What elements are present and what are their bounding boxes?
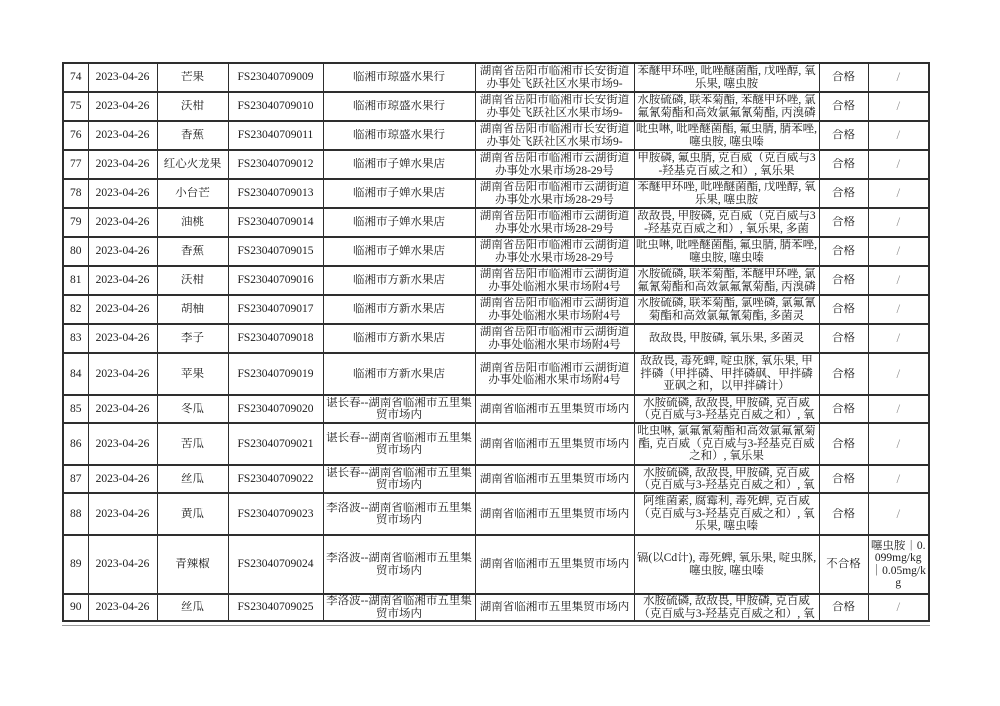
table-row [63, 423, 929, 465]
product-name-cell: 冬瓜 [181, 402, 204, 415]
sample-date-cell: 2023-04-26 [95, 558, 150, 571]
table-row [63, 121, 929, 150]
row-number-cell: 88 [70, 507, 82, 520]
product-name-cell: 黄瓜 [181, 507, 204, 520]
test-items-cell: 水胺硫磷, 敌敌畏, 甲胺磷, 克百威（克百威与3-羟基克百威之和）, 氧 [638, 396, 815, 421]
test-items-cell: 苯醚甲环唑, 吡唑醚菌酯, 戊唑醇, 氧乐果, 噻虫胺 [637, 181, 816, 206]
row-number-cell: 84 [70, 367, 82, 380]
sample-date-cell: 2023-04-26 [95, 245, 150, 258]
product-name-cell: 苦瓜 [181, 437, 204, 450]
limit-info-cell: / [896, 332, 901, 345]
sample-date-cell: 2023-04-26 [95, 71, 150, 84]
product-name-cell: 红心火龙果 [163, 158, 222, 171]
vendor-cell: 临湘市子婵水果店 [353, 216, 445, 229]
vendor-cell: 李洛波--湖南省临湘市五里集贸市场内 [326, 595, 472, 620]
table-row [63, 92, 929, 121]
row-number-cell: 85 [70, 402, 82, 415]
test-items-cell: 甲胺磷, 氟虫腈, 克百威（克百威与3-羟基克百威之和）, 氧乐果 [637, 152, 816, 177]
product-name-cell: 油桃 [181, 216, 204, 229]
result-cell: 合格 [832, 187, 855, 200]
row-number-cell: 81 [70, 274, 82, 287]
test-items-cell: 敌敌畏, 毒死蜱, 啶虫脒, 氧乐果, 甲拌磷（甲拌磷、甲拌磷砜、甲拌磷亚砜之和，以甲拌磷计） [640, 355, 813, 393]
vendor-cell: 临湘市方新水果店 [353, 303, 445, 316]
limit-info-cell: / [896, 158, 901, 171]
table-row [63, 266, 929, 295]
result-cell: 合格 [832, 472, 855, 485]
market-address-cell: 湖南省岳阳市临湘市长安街道办事处飞跃社区水果市场9- [479, 123, 630, 148]
product-name-cell: 小台芒 [175, 187, 210, 200]
test-items-cell: 敌敌畏, 甲胺磷, 氧乐果, 多菌灵 [648, 332, 805, 345]
market-address-cell: 湖南省临湘市五里集贸市场内 [479, 472, 630, 485]
product-name-cell: 香蕉 [181, 129, 204, 142]
test-items-cell: 水胺硫磷, 联苯菊酯, 氯唑磷, 氯氟氰菊酯和高效氯氟氰菊酯, 多菌灵 [637, 297, 816, 322]
limit-info-cell: / [896, 274, 901, 287]
result-cell: 合格 [832, 601, 855, 614]
sample-date-cell: 2023-04-26 [95, 472, 150, 485]
market-address-cell: 湖南省临湘市五里集贸市场内 [479, 437, 630, 450]
vendor-cell: 临湘市方新水果店 [353, 367, 445, 380]
sample-date-cell: 2023-04-26 [95, 158, 150, 171]
result-cell: 合格 [832, 274, 855, 287]
inspection-results-table [62, 62, 930, 622]
sample-id-cell: FS23040709010 [237, 100, 314, 113]
vendor-cell: 临湘市子婵水果店 [353, 187, 445, 200]
result-cell: 合格 [832, 245, 855, 258]
sample-id-cell: FS23040709017 [237, 303, 314, 316]
limit-info-cell: / [896, 216, 901, 229]
product-name-cell: 丝瓜 [181, 601, 204, 614]
row-number-cell: 74 [70, 71, 82, 84]
sample-date-cell: 2023-04-26 [95, 332, 150, 345]
limit-info-cell: / [896, 367, 901, 381]
vendor-cell: 临湘市子婵水果店 [353, 245, 445, 258]
product-name-cell: 丝瓜 [181, 472, 204, 485]
market-address-cell: 湖南省岳阳市临湘市云湖街道办事处水果市场28-29号 [479, 239, 630, 264]
test-items-cell: 敌敌畏, 甲胺磷, 克百威（克百威与3-羟基克百威之和）, 氧乐果, 多菌 [637, 210, 816, 235]
limit-info-cell: / [896, 601, 901, 614]
sample-date-cell: 2023-04-26 [95, 507, 150, 520]
sample-id-cell: FS23040709012 [237, 158, 314, 171]
sample-id-cell: FS23040709022 [237, 472, 314, 485]
sample-id-cell: FS23040709019 [237, 367, 314, 380]
test-items-cell: 吡虫啉, 氯氟氰菊酯和高效氯氟氰菊酯, 克百威（克百威与3-羟基克百威之和）, 氧乐果 [637, 425, 816, 463]
sample-id-cell: FS23040709020 [237, 402, 314, 415]
limit-info-cell: / [896, 437, 901, 451]
result-cell: 合格 [832, 100, 855, 113]
limit-info-cell: / [896, 402, 901, 416]
table-row [63, 353, 929, 395]
row-number-cell: 75 [70, 100, 82, 113]
table-row [63, 150, 929, 179]
market-address-cell: 湖南省岳阳市临湘市云湖街道办事处临湘水果市场附4号 [479, 268, 630, 293]
table-row [63, 594, 929, 621]
table-row [63, 324, 929, 353]
test-items-cell: 苯醚甲环唑, 吡唑醚菌酯, 戊唑醇, 氧乐果, 噻虫胺 [637, 65, 816, 90]
limit-info-cell: / [896, 71, 901, 84]
result-cell: 不合格 [826, 558, 861, 571]
sample-id-cell: FS23040709021 [237, 437, 314, 450]
limit-info-cell: / [896, 303, 901, 316]
market-address-cell: 湖南省岳阳市临湘市云湖街道办事处水果市场28-29号 [479, 152, 630, 177]
sample-id-cell: FS23040709023 [237, 507, 314, 520]
row-number-cell: 89 [70, 558, 82, 571]
sample-date-cell: 2023-04-26 [95, 601, 150, 614]
limit-info-cell: / [896, 100, 901, 113]
inspection-table-wrap [62, 62, 928, 622]
table-row [63, 208, 929, 237]
product-name-cell: 李子 [181, 332, 204, 345]
vendor-cell: 临湘市琼盛水果行 [353, 129, 445, 142]
row-number-cell: 83 [70, 332, 82, 345]
sample-date-cell: 2023-04-26 [95, 274, 150, 287]
vendor-cell: 临湘市琼盛水果行 [353, 71, 445, 84]
market-address-cell: 湖南省临湘市五里集贸市场内 [479, 558, 630, 571]
limit-info-cell: / [896, 507, 901, 521]
table-row [63, 295, 929, 324]
test-items-cell: 水胺硫磷, 联苯菊酯, 苯醚甲环唑, 氯氟氰菊酯和高效氯氟氰菊酯, 丙溴磷 [637, 94, 816, 119]
product-name-cell: 沃柑 [181, 274, 204, 287]
vendor-cell: 谌长春--湖南省临湘市五里集贸市场内 [326, 431, 472, 456]
limit-info-cell: / [896, 245, 901, 258]
result-cell: 合格 [832, 129, 855, 142]
sample-id-cell: FS23040709016 [237, 274, 314, 287]
result-cell: 合格 [832, 507, 855, 520]
vendor-cell: 临湘市子婵水果店 [353, 158, 445, 171]
product-name-cell: 苹果 [181, 367, 204, 380]
row-number-cell: 76 [70, 129, 82, 142]
sample-date-cell: 2023-04-26 [95, 129, 150, 142]
result-cell: 合格 [832, 158, 855, 171]
market-address-cell: 湖南省岳阳市临湘市长安街道办事处飞跃社区水果市场9- [479, 94, 630, 119]
sample-date-cell: 2023-04-26 [95, 100, 150, 113]
market-address-cell: 湖南省岳阳市临湘市云湖街道办事处临湘水果市场附4号 [479, 297, 630, 322]
market-address-cell: 湖南省岳阳市临湘市云湖街道办事处水果市场28-29号 [479, 181, 630, 206]
vendor-cell: 临湘市琼盛水果行 [353, 100, 445, 113]
market-address-cell: 湖南省临湘市五里集贸市场内 [479, 402, 630, 415]
result-cell: 合格 [832, 216, 855, 229]
row-number-cell: 87 [70, 472, 82, 485]
market-address-cell: 湖南省岳阳市临湘市云湖街道办事处临湘水果市场附4号 [479, 361, 630, 386]
limit-info-cell: / [896, 472, 901, 486]
sample-date-cell: 2023-04-26 [95, 402, 150, 415]
sample-id-cell: FS23040709014 [237, 216, 314, 229]
table-row [63, 395, 929, 423]
market-address-cell: 湖南省岳阳市临湘市长安街道办事处飞跃社区水果市场9- [479, 65, 630, 90]
sample-id-cell: FS23040709013 [237, 187, 314, 200]
table-row [63, 63, 929, 92]
vendor-cell: 谌长春--湖南省临湘市五里集贸市场内 [326, 466, 472, 491]
product-name-cell: 胡柚 [181, 303, 204, 316]
row-number-cell: 77 [70, 158, 82, 171]
vendor-cell: 谌长春--湖南省临湘市五里集贸市场内 [326, 396, 472, 421]
result-cell: 合格 [832, 71, 855, 84]
vendor-cell: 临湘市方新水果店 [353, 274, 445, 287]
row-number-cell: 90 [70, 601, 82, 614]
sample-id-cell: FS23040709025 [237, 601, 314, 614]
row-number-cell: 86 [70, 437, 82, 450]
sample-id-cell: FS23040709024 [237, 558, 314, 571]
sample-id-cell: FS23040709009 [237, 71, 314, 84]
market-address-cell: 湖南省岳阳市临湘市云湖街道办事处临湘水果市场附4号 [479, 326, 630, 351]
limit-info-cell: / [896, 187, 901, 200]
table-row [63, 493, 929, 535]
sample-id-cell: FS23040709018 [237, 332, 314, 345]
row-number-cell: 80 [70, 245, 82, 258]
page-rule-line [62, 625, 930, 626]
row-number-cell: 78 [70, 187, 82, 200]
vendor-cell: 临湘市方新水果店 [353, 332, 445, 345]
sample-date-cell: 2023-04-26 [95, 303, 150, 316]
sample-date-cell: 2023-04-26 [95, 437, 150, 450]
sample-date-cell: 2023-04-26 [95, 367, 150, 380]
table-row [63, 179, 929, 208]
product-name-cell: 青辣椒 [175, 558, 210, 571]
test-items-cell: 吡虫啉, 吡唑醚菌酯, 氟虫腈, 腈苯唑, 噻虫胺, 噻虫嗪 [635, 123, 818, 148]
result-cell: 合格 [832, 332, 855, 345]
test-items-cell: 吡虫啉, 吡唑醚菌酯, 氟虫腈, 腈苯唑, 噻虫胺, 噻虫嗪 [635, 239, 818, 264]
sample-id-cell: FS23040709011 [237, 129, 314, 142]
test-items-cell: 镉(以Cd计), 毒死蜱, 氧乐果, 啶虫脒, 噻虫胺, 噻虫嗪 [636, 552, 817, 577]
row-number-cell: 82 [70, 303, 82, 316]
market-address-cell: 湖南省岳阳市临湘市云湖街道办事处水果市场28-29号 [479, 210, 630, 235]
product-name-cell: 香蕉 [181, 245, 204, 258]
market-address-cell: 湖南省临湘市五里集贸市场内 [479, 601, 630, 614]
table-row [63, 535, 929, 594]
market-address-cell: 湖南省临湘市五里集贸市场内 [479, 507, 630, 520]
result-cell: 合格 [832, 437, 855, 450]
test-items-cell: 水胺硫磷, 联苯菊酯, 苯醚甲环唑, 氯氟氰菊酯和高效氯氟氰菊酯, 丙溴磷 [637, 268, 816, 293]
table-body [63, 63, 929, 621]
vendor-cell: 李洛波--湖南省临湘市五里集贸市场内 [326, 501, 472, 526]
table-row [63, 465, 929, 493]
result-cell: 合格 [832, 402, 855, 415]
product-name-cell: 芒果 [181, 71, 204, 84]
test-items-cell: 水胺硫磷, 敌敌畏, 甲胺磷, 克百威（克百威与3-羟基克百威之和）, 氧 [638, 466, 815, 491]
table-row [63, 237, 929, 266]
sample-date-cell: 2023-04-26 [95, 187, 150, 200]
vendor-cell: 李洛波--湖南省临湘市五里集贸市场内 [326, 552, 472, 577]
product-name-cell: 沃柑 [181, 100, 204, 113]
limit-info-cell: 噻虫胺｜0.099mg/kg｜0.05mg/kg [870, 539, 926, 589]
sample-id-cell: FS23040709015 [237, 245, 314, 258]
result-cell: 合格 [832, 367, 855, 380]
limit-info-cell: / [896, 129, 901, 142]
test-items-cell: 水胺硫磷, 敌敌畏, 甲胺磷, 克百威（克百威与3-羟基克百威之和）, 氧 [638, 595, 815, 620]
row-number-cell: 79 [70, 216, 82, 229]
result-cell: 合格 [832, 303, 855, 316]
test-items-cell: 阿维菌素, 腐霉利, 毒死蜱, 克百威（克百威与3-羟基克百威之和）, 氧乐果, 噻虫嗪 [638, 495, 815, 533]
sample-date-cell: 2023-04-26 [95, 216, 150, 229]
